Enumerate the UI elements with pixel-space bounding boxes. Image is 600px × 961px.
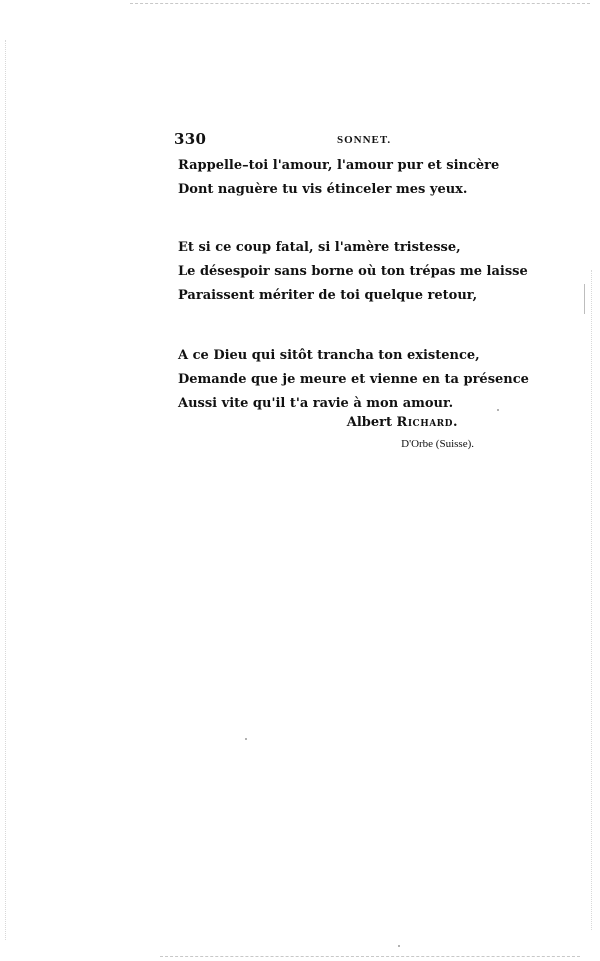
author-first-name: Albert (346, 415, 392, 430)
author-origin: D'Orbe (Suisse). (401, 438, 474, 450)
verse-line: Le désespoir sans borne où ton trépas me laisse (178, 264, 528, 279)
left-scan-edge (5, 40, 6, 940)
right-margin-mark (584, 284, 585, 314)
running-head: SONNET. (337, 134, 392, 146)
ink-speck (245, 738, 247, 740)
verse-line: Demande que je meure et vienne en ta présence (178, 372, 529, 387)
author-surname: Richard. (396, 415, 458, 430)
right-scan-edge (591, 270, 592, 930)
stanza-2 (178, 236, 528, 308)
verse-line: Paraissent mériter de toi quelque retour, (178, 288, 478, 303)
verse-line: Dont naguère tu vis étinceler mes yeux. (178, 182, 468, 197)
verse-line: A ce Dieu qui sitôt trancha ton existence, (178, 348, 480, 363)
verse-line: Aussi vite qu'il t'a ravie à mon amour. (178, 396, 454, 411)
stanza-3 (178, 344, 529, 416)
verse-line: Et si ce coup fatal, si l'amère tristesse, (178, 240, 461, 255)
bottom-scan-edge (160, 956, 580, 957)
top-scan-edge (130, 3, 590, 4)
page-number: 330 (174, 130, 207, 148)
ink-speck (398, 945, 400, 947)
author-signature (347, 415, 458, 430)
verse-line: Rappelle–toi l'amour, l'amour pur et sincère (178, 158, 500, 173)
stanza-1 (178, 154, 499, 202)
